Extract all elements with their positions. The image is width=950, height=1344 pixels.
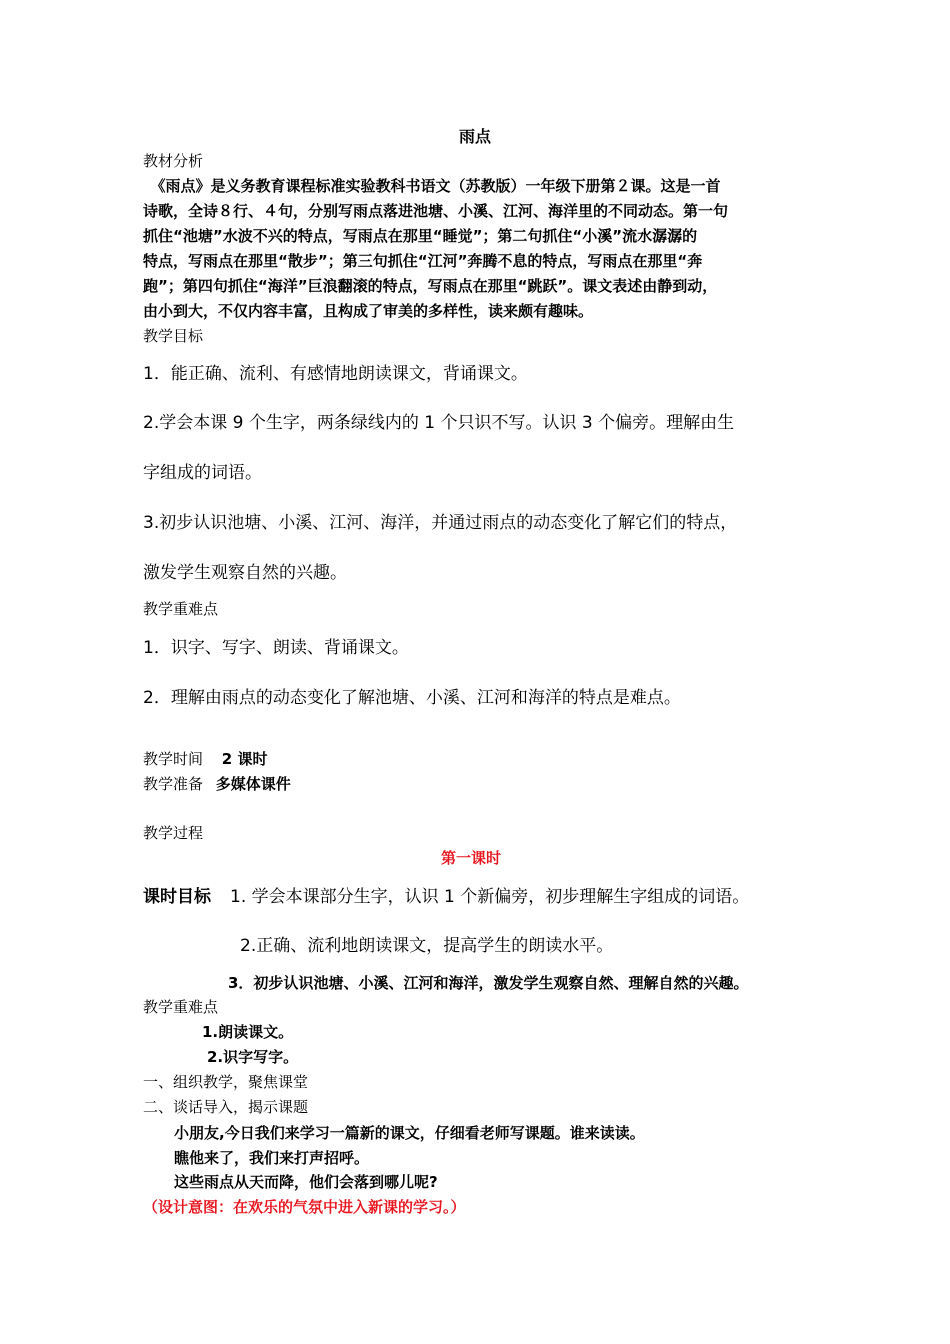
design-note: （设计意图：在欢乐的气氛中进入新课的学习。） [143, 1198, 466, 1216]
section-heading-material: 教材分析 [143, 152, 204, 170]
goal-line: 字组成的词语。 [143, 463, 262, 483]
lesson-goal-line: 3．初步认识池塘、小溪、江河和海洋，激发学生观察自然、理解自然的兴趣。 [228, 974, 749, 992]
key-point-2-line: 2.识字写字。 [207, 1048, 299, 1066]
teaching-time-row [143, 752, 267, 767]
goal-line: 2.学会本课 9 个生字，两条绿线内的 1 个只识不写。认识 3 个偏旁。理解由生 [143, 413, 735, 433]
teaching-prep-row [143, 777, 291, 792]
dialogue-line: 这些雨点从天而降，他们会落到哪儿呢? [174, 1173, 438, 1191]
analysis-line: 跑”；第四句抓住“海洋”巨浪翻滚的特点，写雨点在那里“跳跃”。课文表述由静到动， [143, 277, 718, 295]
lesson-goal-label: 课时目标 [143, 887, 211, 907]
dialogue-line: 小朋友,今日我们来学习一篇新的课文，仔细看老师写课题。谁来读读。 [174, 1124, 645, 1142]
analysis-line: 由小到大，不仅内容丰富，且构成了审美的多样性，读来颇有趣味。 [143, 302, 594, 320]
lesson-heading: 第一课时 [441, 849, 502, 867]
section-heading-goals: 教学目标 [143, 327, 204, 345]
teaching-prep-value: 多媒体课件 [215, 775, 291, 793]
dialogue-line: 瞧他来了，我们来打声招呼。 [174, 1149, 370, 1167]
teaching-prep-label: 教学准备 [143, 775, 204, 793]
section-heading-process: 教学过程 [143, 824, 204, 842]
lesson-goal-line: 2.正确、流利地朗读课文，提高学生的朗读水平。 [240, 936, 614, 956]
teaching-time-label: 教学时间 [143, 750, 204, 768]
lesson-goal-line: 1. 学会本课部分生字，认识 1 个新偏旁，初步理解生字组成的词语。 [230, 887, 750, 907]
goal-line: 1．能正确、流利、有感情地朗读课文，背诵课文。 [143, 364, 528, 384]
analysis-line: 特点，写雨点在那里“散步”；第三句抓住“江河”奔腾不息的特点，写雨点在那里“奔 [143, 252, 703, 270]
page-title: 雨点 [458, 127, 491, 146]
analysis-line: 抓住“池塘”水波不兴的特点，写雨点在那里“睡觉”；第二句抓住“小溪”流水潺潺的 [143, 227, 698, 245]
key-point-line: 2．理解由雨点的动态变化了解池塘、小溪、江河和海洋的特点是难点。 [143, 688, 681, 708]
section-heading-key-points-2: 教学重难点 [143, 998, 219, 1016]
key-point-line: 1．识字、写字、朗读、背诵课文。 [143, 638, 409, 658]
step-line: 一、组织教学，聚焦课堂 [143, 1073, 309, 1091]
analysis-line: 《雨点》是义务教育课程标准实验教科书语文（苏教版）一年级下册第２课。这是一首 [143, 177, 721, 195]
section-heading-key-points: 教学重难点 [143, 600, 219, 618]
goal-line: 3.初步认识池塘、小溪、江河、海洋，并通过雨点的动态变化了解它们的特点， [143, 513, 738, 533]
teaching-time-value: 2 课时 [221, 750, 268, 768]
goal-line: 激发学生观察自然的兴趣。 [143, 563, 347, 583]
key-point-2-line: 1.朗读课文。 [202, 1023, 294, 1041]
analysis-line: 诗歌，全诗８行、４句，分别写雨点落进池塘、小溪、江河、海洋里的不同动态。第一句 [143, 202, 729, 220]
step-line: 二、谈话导入，揭示课题 [143, 1098, 309, 1116]
